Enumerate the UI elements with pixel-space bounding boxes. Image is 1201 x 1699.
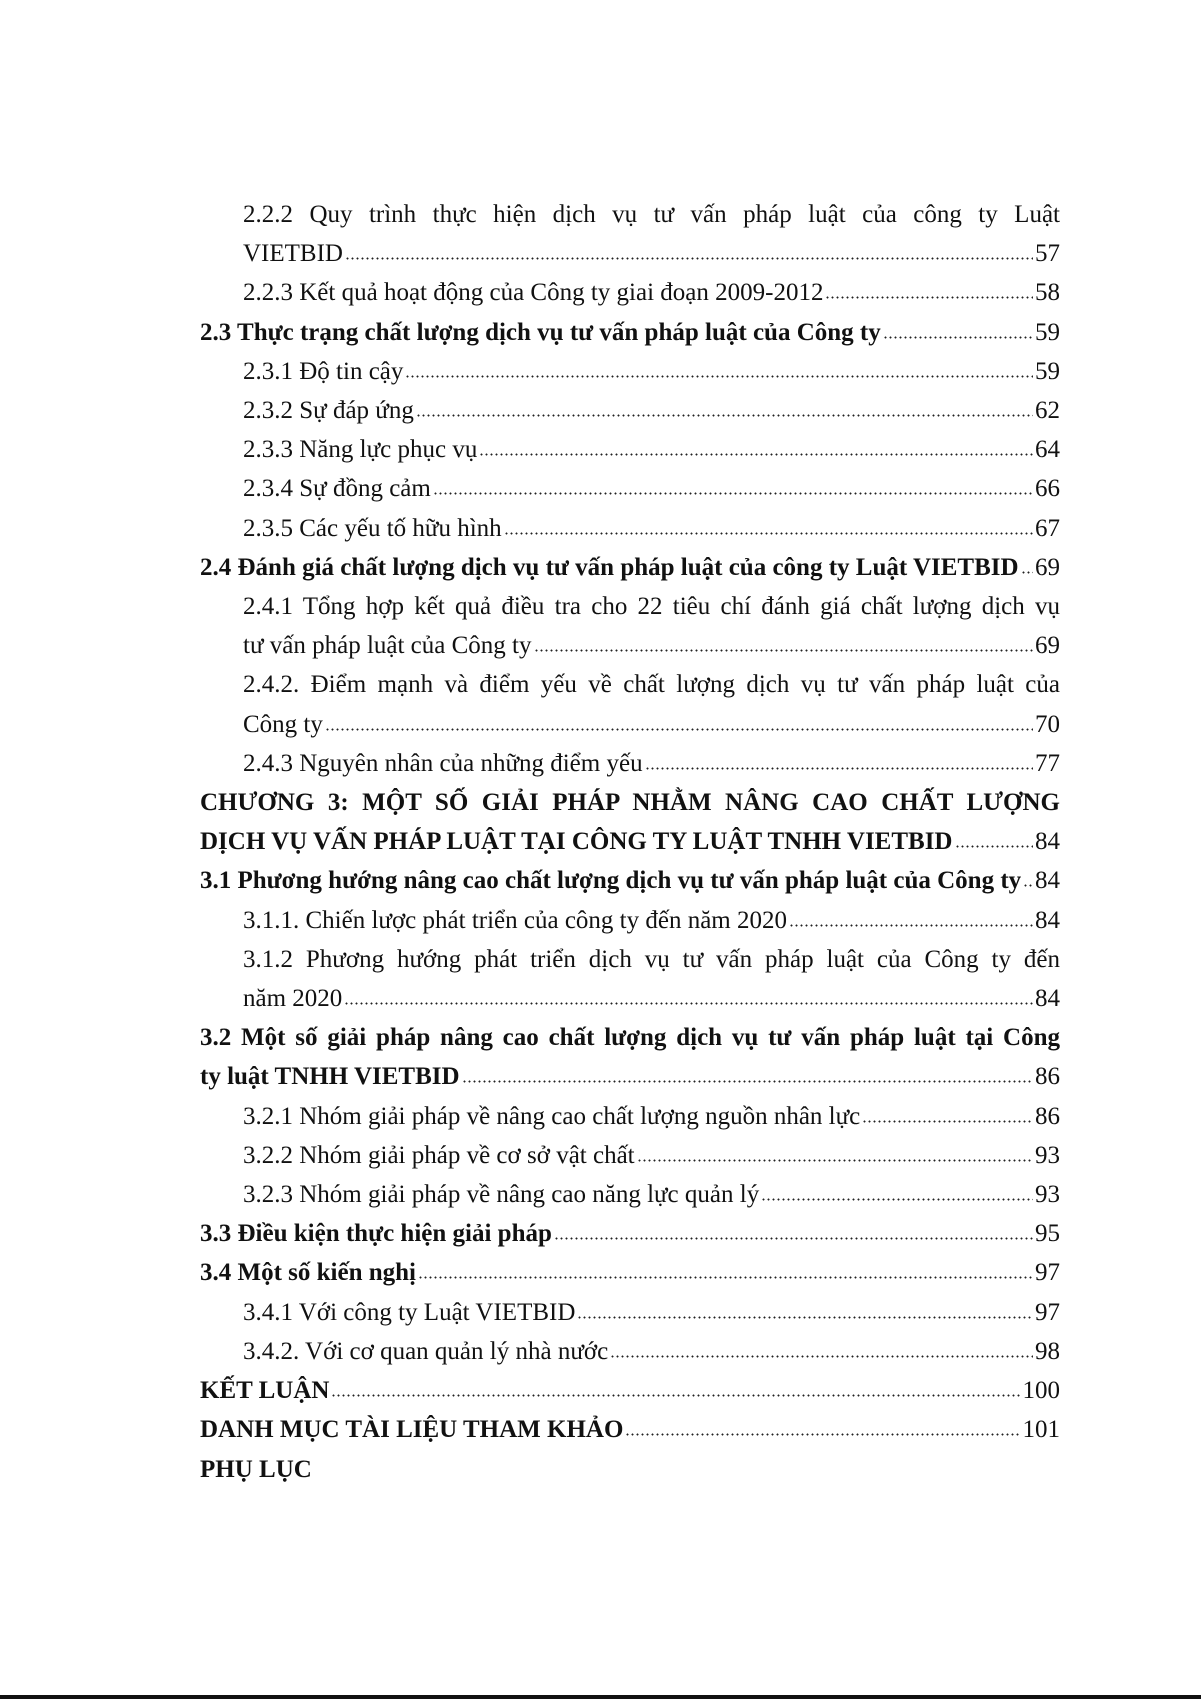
toc-entry-title-line: 2.4.2. Điểm mạnh và điểm yếu về chất lượng dịch vụ tư vấn pháp luật của <box>243 671 1060 699</box>
dot-leader <box>625 1433 1020 1436</box>
toc-entry[interactable] <box>200 1214 1060 1253</box>
toc-entry-title: 2.3.5 Các yếu tố hữu hình <box>243 514 502 542</box>
toc-entry-line <box>200 548 1060 587</box>
toc-page-number: 98 <box>1035 1337 1060 1365</box>
toc-entry-line <box>243 626 1060 665</box>
toc-entry-line <box>243 430 1060 469</box>
dot-leader <box>418 1276 1033 1279</box>
toc-entry-line <box>243 234 1060 273</box>
dot-leader <box>405 375 1033 378</box>
toc-entry-line <box>243 1293 1060 1332</box>
toc-entry-line <box>243 979 1060 1018</box>
toc-page-number: 64 <box>1035 436 1060 464</box>
toc-entry[interactable] <box>200 1097 1060 1136</box>
toc-entry-title: 3.3 Điều kiện thực hiện giải pháp <box>200 1220 552 1248</box>
toc-entry-title: PHỤ LỤC <box>200 1455 312 1483</box>
toc-entry-title-line: 2.2.2 Quy trình thực hiện dịch vụ tư vấn pháp luật của công ty Luật <box>243 201 1060 228</box>
dot-leader <box>761 1198 1033 1201</box>
toc-entry-title: 3.4 Một số kiến nghị <box>200 1259 417 1287</box>
toc-entry-line <box>200 313 1060 352</box>
toc-entry[interactable] <box>200 273 1060 312</box>
toc-page-number: 57 <box>1035 240 1060 268</box>
toc-entry[interactable] <box>200 1332 1060 1371</box>
toc-entry-title: 2.3 Thực trạng chất lượng dịch vụ tư vấn pháp luật của Công ty <box>200 318 881 346</box>
toc-entry-line <box>243 352 1060 391</box>
toc-entry-title: 2.3.3 Năng lực phục vụ <box>243 436 478 464</box>
toc-entry-line <box>243 509 1060 548</box>
toc-page-number: 84 <box>1035 867 1060 895</box>
toc-entry-title: 3.2.2 Nhóm giải pháp về cơ sở vật chất <box>243 1141 635 1169</box>
toc-entry[interactable] <box>200 1450 1060 1489</box>
dot-leader <box>504 532 1033 535</box>
toc-page-number: 93 <box>1035 1181 1060 1209</box>
dot-leader <box>534 649 1034 652</box>
toc-entry-line <box>200 861 1060 900</box>
dot-leader <box>416 414 1033 417</box>
toc-entry[interactable] <box>200 430 1060 469</box>
toc-page-number: 100 <box>1022 1377 1060 1405</box>
toc-entry-title: 2.3.4 Sự đồng cảm <box>243 475 431 503</box>
toc-entry-line <box>243 391 1060 430</box>
toc-entry-title: 3.1 Phương hướng nâng cao chất lượng dịch vụ tư vấn pháp luật của Công ty <box>200 867 1022 895</box>
toc-entry[interactable] <box>200 352 1060 391</box>
toc-entry-line <box>200 1410 1060 1449</box>
toc-page-number: 66 <box>1035 475 1060 503</box>
toc-entry[interactable] <box>200 861 1060 900</box>
dot-leader <box>345 257 1033 260</box>
table-of-contents <box>200 195 1060 1489</box>
toc-entry-line <box>200 1371 1060 1410</box>
toc-entry-title: KẾT LUẬN <box>200 1377 330 1405</box>
toc-entry-title: 2.3.1 Độ tin cậy <box>243 357 404 385</box>
toc-entry-title-line: 2.4.1 Tổng hợp kết quả điều tra cho 22 tiêu chí đánh giá chất lượng dịch vụ <box>243 593 1060 621</box>
toc-entry-title: 3.2.3 Nhóm giải pháp về nâng cao năng lực quản lý <box>243 1181 760 1209</box>
toc-entry[interactable] <box>200 1371 1060 1410</box>
toc-entry[interactable] <box>200 587 1060 665</box>
toc-entry-line <box>243 1332 1060 1371</box>
toc-entry[interactable] <box>200 1136 1060 1175</box>
toc-entry-title: 2.4 Đánh giá chất lượng dịch vụ tư vấn pháp luật của công ty Luật VIETBID <box>200 553 1019 581</box>
toc-entry[interactable] <box>200 665 1060 743</box>
dot-leader <box>1021 571 1033 574</box>
toc-entry[interactable] <box>200 391 1060 430</box>
toc-entry-title: 3.4.2. Với cơ quan quản lý nhà nước <box>243 1337 609 1365</box>
toc-entry[interactable] <box>200 313 1060 352</box>
dot-leader <box>554 1237 1033 1240</box>
toc-entry[interactable] <box>200 1410 1060 1449</box>
toc-page-number: 97 <box>1035 1298 1060 1326</box>
toc-entry-title: DỊCH VỤ VẤN PHÁP LUẬT TẠI CÔNG TY LUẬT TNHH VIETBID <box>200 828 953 856</box>
toc-entry-title: 2.4.3 Nguyên nhân của những điểm yếu <box>243 749 643 777</box>
toc-entry-line <box>243 1136 1060 1175</box>
toc-entry[interactable] <box>200 195 1060 273</box>
dot-leader <box>955 845 1034 848</box>
dot-leader <box>577 1316 1033 1319</box>
toc-entry-title: 3.4.1 Với công ty Luật VIETBID <box>243 1298 576 1326</box>
toc-page-number: 70 <box>1035 710 1060 738</box>
toc-entry-line <box>243 1097 1060 1136</box>
toc-entry-line <box>243 273 1060 312</box>
toc-entry-line <box>243 901 1060 940</box>
toc-entry-line <box>200 1450 1060 1489</box>
toc-entry-title: 3.2.1 Nhóm giải pháp về nâng cao chất lượng nguồn nhân lực <box>243 1102 861 1130</box>
toc-page-number: 69 <box>1035 632 1060 660</box>
toc-entry-line <box>243 1175 1060 1214</box>
toc-entry-title-line: 3.1.2 Phương hướng phát triển dịch vụ tư vấn pháp luật của Công ty đến <box>243 945 1060 973</box>
page-bottom-rule <box>0 1695 1201 1699</box>
toc-page-number: 59 <box>1035 357 1060 385</box>
toc-page-number: 101 <box>1022 1416 1060 1444</box>
dot-leader <box>1023 884 1033 887</box>
toc-page-number: 97 <box>1035 1259 1060 1287</box>
toc-page-number: 93 <box>1035 1141 1060 1169</box>
toc-entry-line <box>243 705 1060 744</box>
toc-page-number: 59 <box>1035 318 1060 346</box>
dot-leader <box>883 336 1033 339</box>
dot-leader <box>462 1080 1033 1083</box>
dot-leader <box>344 1002 1033 1005</box>
toc-page-number: 86 <box>1035 1063 1060 1091</box>
toc-entry-title: năm 2020 <box>243 985 343 1013</box>
toc-page-number: 84 <box>1035 985 1060 1013</box>
toc-entry-line <box>200 1057 1060 1096</box>
toc-entry-title-line: CHƯƠNG 3: MỘT SỐ GIẢI PHÁP NHẰM NÂNG CAO CHẤT LƯỢNG <box>200 789 1060 817</box>
toc-entry[interactable] <box>200 1293 1060 1332</box>
dot-leader <box>331 1394 1020 1397</box>
toc-page-number: 77 <box>1035 749 1060 777</box>
toc-entry-title: 3.1.1. Chiến lược phát triển của công ty đến năm 2020 <box>243 906 788 934</box>
toc-entry[interactable] <box>200 1253 1060 1292</box>
toc-entry[interactable] <box>200 509 1060 548</box>
toc-entry-title: tư vấn pháp luật của Công ty <box>243 632 532 660</box>
toc-entry[interactable] <box>200 1018 1060 1096</box>
toc-page-number: 67 <box>1035 514 1060 542</box>
toc-entry[interactable] <box>200 901 1060 940</box>
toc-page-number: 84 <box>1035 828 1060 856</box>
toc-entry[interactable] <box>200 940 1060 1018</box>
toc-entry-title: DANH MỤC TÀI LIỆU THAM KHẢO <box>200 1416 624 1444</box>
toc-entry-line <box>200 822 1060 861</box>
dot-leader <box>610 1355 1033 1358</box>
toc-entry-title: 2.2.3 Kết quả hoạt động của Công ty giai đoạn 2009-2012 <box>243 279 824 307</box>
dot-leader <box>825 296 1033 299</box>
dot-leader <box>325 728 1033 731</box>
toc-page-number: 84 <box>1035 906 1060 934</box>
toc-entry-title: ty luật TNHH VIETBID <box>200 1063 460 1091</box>
toc-entry-line <box>200 1214 1060 1253</box>
toc-page-number: 86 <box>1035 1102 1060 1130</box>
toc-entry-title: Công ty <box>243 710 323 738</box>
dot-leader <box>637 1159 1033 1162</box>
toc-entry[interactable] <box>200 744 1060 783</box>
toc-page-number: 95 <box>1035 1220 1060 1248</box>
toc-page-number: 62 <box>1035 397 1060 425</box>
toc-entry-line <box>243 744 1060 783</box>
toc-page-number: 58 <box>1035 279 1060 307</box>
dot-leader <box>479 453 1033 456</box>
dot-leader <box>789 924 1033 927</box>
toc-entry[interactable] <box>200 469 1060 508</box>
dot-leader <box>645 767 1033 770</box>
toc-entry-title: 2.3.2 Sự đáp ứng <box>243 397 414 425</box>
toc-entry-title-line: 3.2 Một số giải pháp nâng cao chất lượng dịch vụ tư vấn pháp luật tại Công <box>200 1024 1060 1052</box>
dot-leader <box>862 1120 1033 1123</box>
toc-entry-line <box>243 469 1060 508</box>
toc-entry[interactable] <box>200 783 1060 861</box>
toc-entry-title: VIETBID <box>243 240 343 268</box>
toc-entry[interactable] <box>200 548 1060 587</box>
toc-entry-line <box>200 1253 1060 1292</box>
dot-leader <box>433 492 1033 495</box>
toc-entry[interactable] <box>200 1175 1060 1214</box>
toc-page-number: 69 <box>1035 553 1060 581</box>
